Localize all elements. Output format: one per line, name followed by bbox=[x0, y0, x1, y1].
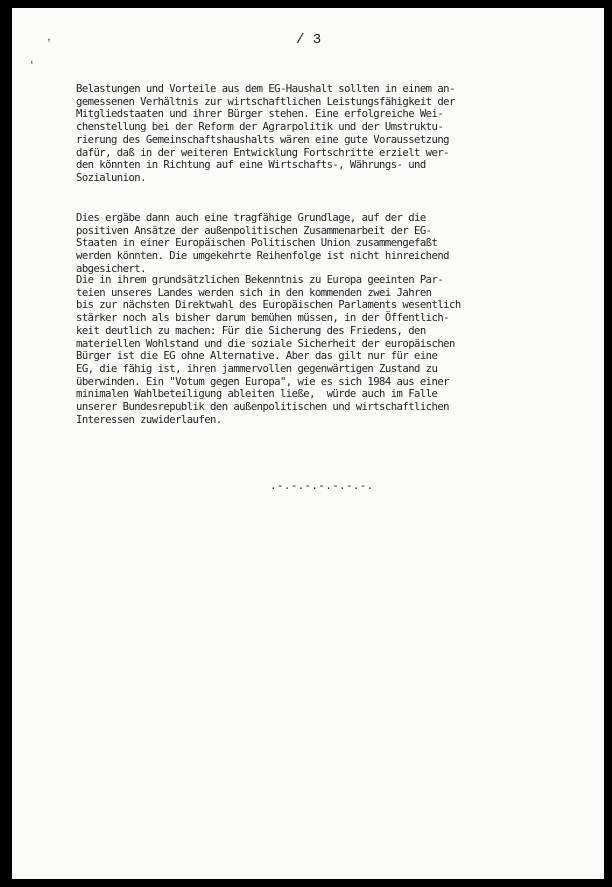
document-page bbox=[12, 8, 604, 879]
end-separator: .-.-.-.-.-.-.-. bbox=[270, 481, 374, 493]
page-number: / 3 bbox=[296, 32, 322, 48]
paragraph-eg-budget: Belastungen und Vorteile aus dem EG-Haushalt sollten in einem an- gemessenen Verhältnis zur wirtschaftlichen Leistungsfähigkeit der Mitgliedstaaten und ihrer Bürger stehen. Eine erfolgreiche Wei- chenstellung bei der Reform der Agrarpolitik und der Umstruktu- rierung des Gemeinschaftshaushalts wären eine gute Voraussetzung dafür, daß in der weiteren Entwicklung Fortschritte erzielt wer- den könnten in Richtung auf eine Wirtschafts-, Währungs- und Sozialunion. bbox=[76, 83, 455, 184]
scan-mark: ʼ bbox=[45, 37, 53, 52]
paragraph-parties-europe: Die in ihrem grundsätzlichen Bekenntnis zu Europa geeinten Par- teien unseres Landes werden sich in den kommenden zwei Jahren bis zur nächsten Direktwahl des Europäischen Parlaments wesentlich stärker noch als bisher darum bemühen müssen, in der Öffentlich- keit deutlich zu machen: Für die Sicherung des Friedens, den materiellen Wohlstand und die soziale Sicherheit der europäischen Bürger ist die EG ohne Alternative. Aber das gilt nur für eine EG, die fähig ist, ihren jammervollen gegenwärtigen Zustand zu überwinden. Ein "Votum gegen Europa", wie es sich 1984 aus einer minimalen Wahlbeteiligung ableiten ließe, würde auch im Falle unserer Bundesrepublik den außenpolitischen und wirtschaftlichen Interessen zuwiderlaufen. bbox=[76, 274, 461, 426]
scan-mark: ʻ bbox=[28, 59, 36, 74]
paragraph-political-union: Dies ergäbe dann auch eine tragfähige Grundlage, auf der die positiven Ansätze der außenpolitischen Zusammenarbeit der EG- Staaten in einer Europäischen Politischen Union zusammengefaßt werden könnten. Die umgekehrte Reihenfolge ist nicht hinreichend abgesichert. bbox=[76, 212, 449, 275]
